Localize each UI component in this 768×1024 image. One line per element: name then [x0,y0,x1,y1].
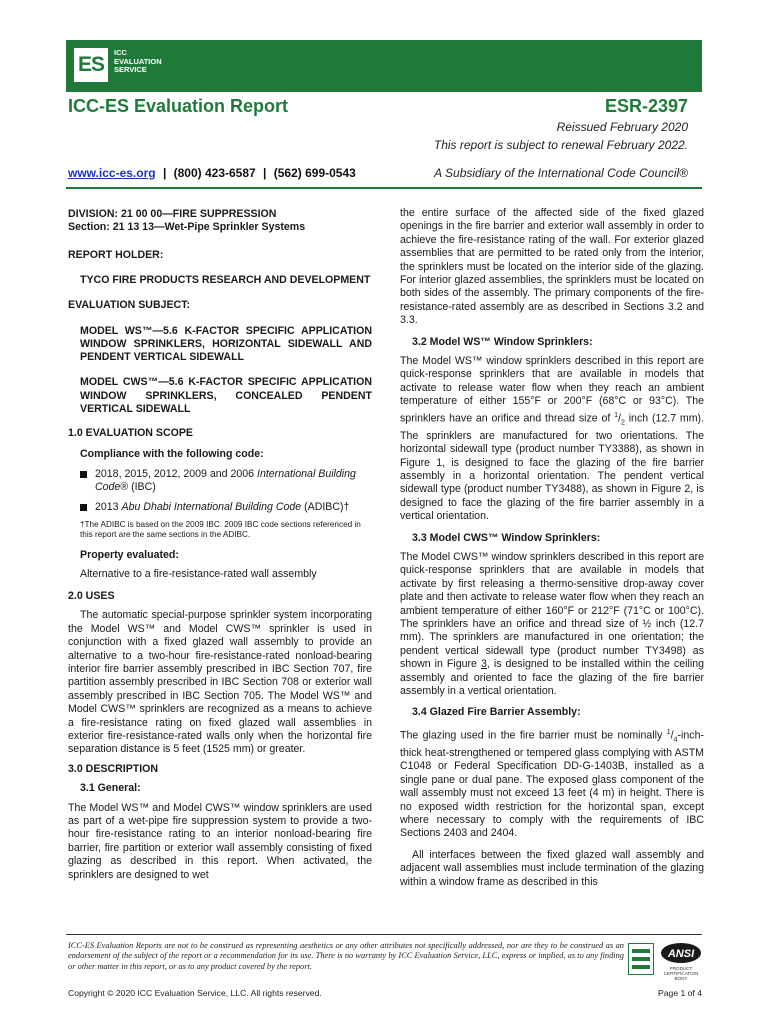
evaluation-subject-label: EVALUATION SUBJECT: [68,299,191,312]
left-column [68,208,372,882]
division-block [68,208,372,235]
property-heading: Property evaluated: [80,549,179,562]
subsidiary-note: A Subsidiary of the International Code Council® [434,166,688,180]
report-number: ESR-2397 [604,96,688,116]
phone-number: (800) 423-6587 [173,166,256,180]
bullet-text: 2013 [95,500,122,513]
division-line: DIVISION: 21 00 00—FIRE SUPPRESSION [68,208,277,220]
logo-bar [632,957,650,961]
fraction-denominator: 4 [673,736,678,744]
ansi-label: ANSI [667,948,695,960]
bullet-icon [80,504,87,511]
website-link[interactable]: www.icc-es.org [68,166,156,180]
bullet-text: (ADIBC)† [301,500,350,513]
logo-wordmark [114,49,174,75]
logo-line: ICC [114,48,127,57]
renewal-note: This report is subject to renewal February 2022. [433,138,688,152]
cws-text: , is designed to be installed within the ceiling assembly and oriented to face the glazing of the fire barrier assembly in a vertical orientation. [400,658,704,698]
ansi-logo-icon [660,942,702,964]
evaluation-subject-2: MODEL CWS™—5.6 K-FACTOR SPECIFIC APPLICATION WINDOW SPRINKLERS, CONCEALED PENDENT VERTICAL SIDEWALL [80,376,372,415]
code-name: International Building Code [95,467,356,494]
logo-bar [632,965,650,969]
logo-line: SERVICE [114,65,147,75]
ansi-caption: PRODUCT CERTIFICATION BODY [663,966,699,981]
copyright: Copyright © 2020 ICC Evaluation Service, LLC. All rights reserved. [68,988,322,998]
list-item-text [95,501,349,514]
page-number: Page 1 of 4 [658,988,702,998]
glazing-paragraph: The glazing used in the fire barrier must be nominally $^1/_4-inch$-thick heat-strengthened or tempered glass complying with ASTM C1048 or Federal Specification DD-G-1403B, installed as a single pane or dual pane. The exposed glass component of the wall assembly must not exceed 13 feet (4 m) in height. There is no exposed width restriction for the horizontal span, except where necessary to comply with the requirements of IBC Sections 2403 and 2404. [400,728,704,840]
section-3-2-heading: 3.2 Model WS™ Window Sprinklers: [412,335,593,348]
interfaces-paragraph: All interfaces between the fixed glazed wall assembly and adjacent wall assemblies must include termination of the glazing within a window frame as described in this [400,848,704,888]
glazing-text: The glazing used in the fire barrier must be nominally [400,729,667,742]
section-3-4-heading: 3.4 Glazed Fire Barrier Assembly: [412,706,581,719]
disclaimer: ICC-ES Evaluation Reports are not to be construed as representing aesthetics or any other attributes not specifically addressed, nor are they to be construed as an endorsement of the subject of the report or a recommendation for its use. There is no warranty by ICC Evaluation Service, LLC, express or implied, as to any finding or other matter in this report, or as to any product covered by the report. [68,941,624,971]
icc-accreditation-icon [628,943,654,975]
logo-line: EVALUATION [114,56,162,66]
section-3-3-heading: 3.3 Model CWS™ Window Sprinklers: [412,531,601,544]
bullet-text: ® (IBC) [120,481,156,494]
section-line: Section: 21 13 13—Wet-Pipe Sprinkler Systems [68,221,306,234]
icc-es-logo [74,48,108,82]
evaluation-subject-1: MODEL WS™—5.6 K-FACTOR SPECIFIC APPLICATION WINDOW SPRINKLERS, HORIZONTAL SIDEWALL AND PENDENT VERTICAL SIDEWALL [80,324,372,364]
ws-paragraph: The Model WS™ window sprinklers described in this report are quick-response sprinklers that are available in models that activate to release water flow when they reach an ambient temperature of either 155°F or 200°F (68°C or 93°C). The sprinklers have an orifice and thread size of $^1/_2$ inch (12.7 mm). The sprinklers are manufactured for two orientations. The horizontal sidewall type (product number TY3388), as shown in Figure 1, is designed to face the glazing of the fire barrier assembly in a horizontal orientation. The pendent vertical sidewall type (product number TY3488), as shown in Figure 2, is designed to face the glazing of the fire barrier assembly in a vertical orientation. [400,355,705,523]
reissued-date: Reissued February 2020 [556,120,688,134]
property-text: Alternative to a fire-resistance-rated wall assembly [80,568,317,581]
section-1-heading: 1.0 EVALUATION SCOPE [68,427,193,440]
report-title: ICC-ES Evaluation Report [68,96,289,116]
header-divider [66,187,702,189]
uses-paragraph: The automatic special-purpose sprinkler system incorporating the Model WS™ and Model CWS™ sprinkler is used in conjunction with a fixed glazed wall assembly to provide an alternative to a two-hour fire-resistance-rated nonload-bearing interior fire barrier assembly prescribed in IBC Section 707, fire partition assembly prescribed in IBC Section 708 or exterior wall assembly prescribed in IBC Section 705. The Model WS™ and Model CWS™ sprinklers are recognized as a means to achieve a fire-resistance rating on fixed glazed wall assemblies in exterior fire-resistance-rated walls only when the horizontal fire separation distance is 5 feet (1525 mm) or greater. [68,609,372,756]
separator: | [263,166,267,180]
cws-paragraph [400,551,704,698]
phone-number: (562) 699-0543 [273,166,356,180]
footer-divider [66,934,702,935]
compliance-heading: Compliance with the following code: [80,448,264,461]
glazing-text: -inch-thick heat-strengthened or tempered glass complying with ASTM C1048 or Federal Specification DD-G-1403B, installed as a single pane or dual pane. The exposed glass component of the wall assembly must not exceed 13 feet (4 m) in height. There is no exposed width restriction for the horizontal span, except where necessary to comply with the requirements of IBC Sections 2403 and 2404. [400,729,704,840]
logo-mark: ES [77,53,104,76]
report-holder-label: REPORT HOLDER: [68,248,164,261]
list-item [68,468,372,495]
list-item [68,501,372,514]
fraction-numerator: 1 [666,728,671,736]
section-3-heading: 3.0 DESCRIPTION [68,762,159,775]
section-2-heading: 2.0 USES [68,589,115,602]
continued-paragraph: the entire surface of the affected side of the fixed glazed openings in the fire barrier and exterior wall assembly in order to achieve the fire-resistance rating of the wall. For exterior glazed assemblies that are permitted to be rated only from the interior, the sprinklers must be located on the interior side of the glazing. For interior glazed assemblies, the sprinklers must be located on both sides of the assembly. The primary components of the fire-resistance-rated assembly are as described in Sections 3.2 and 3.3. [400,207,704,327]
bullet-text: 2018, 2015, 2012, 2009 and 2006 [95,467,257,480]
contact-line [68,166,356,180]
separator: | [162,166,167,180]
ws-text: inch (12.7 mm). The sprinklers are manufactured for two orientations. The horizontal sidewall type (product number TY3388), as shown in Figure 1, is designed to face the glazing of the fire barrier assembly in a horizontal orientation. The pendent vertical sidewall type (product number TY3488), as shown in Figure 2, is designed to face the glazing of the fire barrier assembly in a vertical orientation. [400,412,705,523]
section-3-1-heading: 3.1 General: [80,782,141,795]
report-holder-name: TYCO FIRE PRODUCTS RESEARCH AND DEVELOPMENT [80,274,371,287]
general-paragraph: The Model WS™ and Model CWS™ window sprinklers are used as part of a wet-pipe fire suppression system to provide a two-hour fire-resistance rating to an interior nonload-bearing fire barrier, fire partition or exterior wall assembly consisting of fixed glazing as described in this report. When activated, the sprinklers are designed to wet [68,801,372,881]
list-item-text [95,468,372,495]
ws-text: The Model WS™ window sprinklers described in this report are quick-response sprinklers that are available in models that activate to release water flow when they reach an ambient temperature of either 155°F or 200°F (68°C or 93°C). The sprinklers have an orifice and thread size of [400,355,704,425]
logo-bar [632,949,650,953]
cws-text: The Model CWS™ window sprinklers described in this report are quick-response sprinklers that are available in models that activate by first releasing a thermo-sensitive drop-away cover plate and then activate to release water flow when they reach an ambient temperature of either 160°F or 212°F (71°C or 100°C). The sprinklers have an orifice and thread size of ½ inch (12.7 mm). The sprinklers are manufactured in one orientation; the pendent vertical sidewall type (product number TY3498) as shown in Figure [400,550,704,671]
fraction-numerator: 1 [614,411,619,419]
footnote: †The ADIBC is based on the 2009 IBC. 2009 IBC code sections referenced in this report are the same sections in the ADIBC. [80,520,361,540]
bullet-icon [80,471,87,478]
figure-link[interactable]: 3 [480,658,487,671]
code-name: Abu Dhabi International Building Code [121,500,302,513]
right-column [400,207,704,889]
fraction-denominator: 2 [621,419,625,427]
